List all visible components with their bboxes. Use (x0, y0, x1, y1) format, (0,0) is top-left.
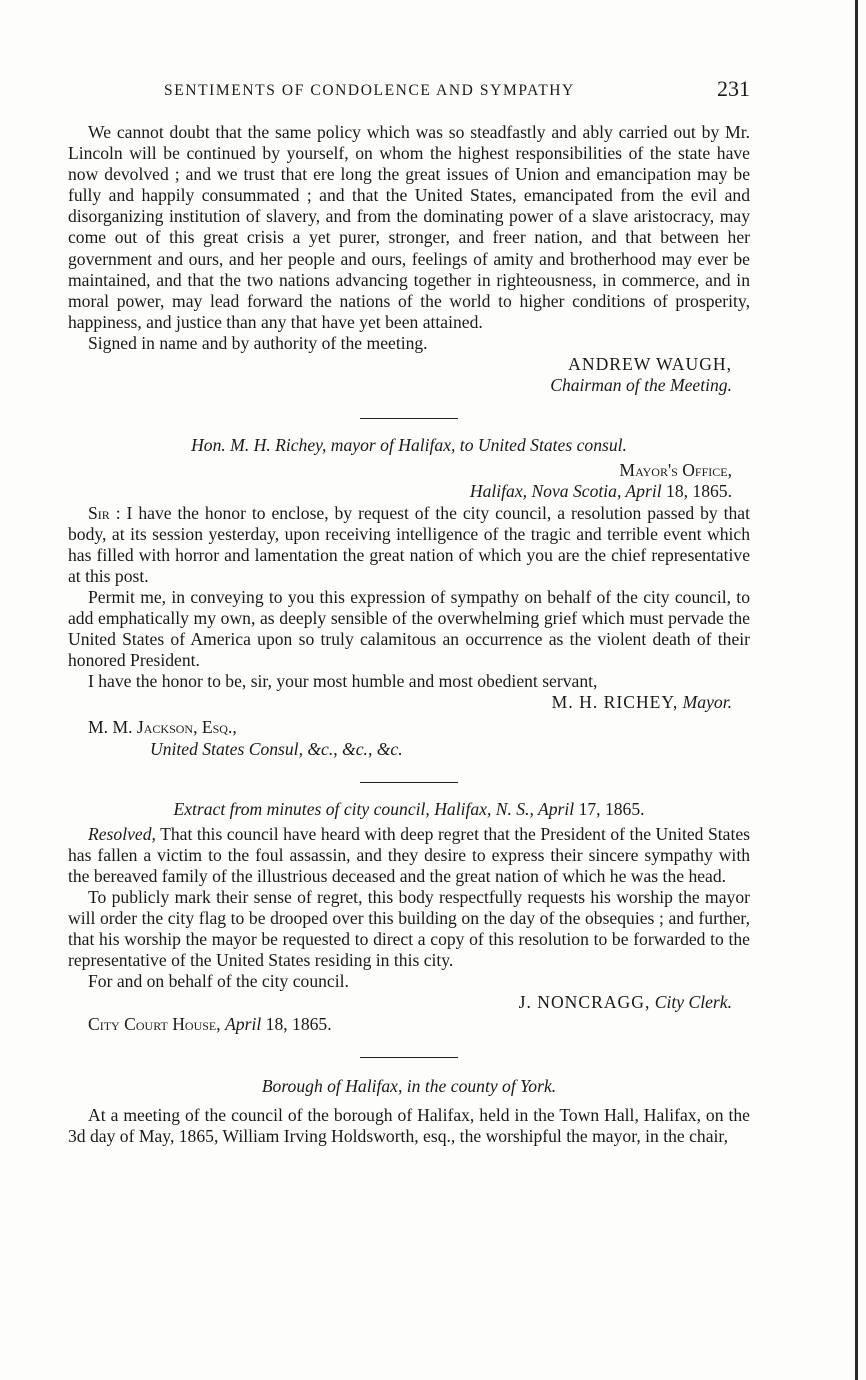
resolved-word: Resolved, (88, 823, 156, 844)
signer-title: Mayor. (682, 692, 732, 713)
section-heading: Hon. M. H. Richey, mayor of Halifax, to United States consul. (191, 435, 627, 456)
page-edge-shadow (855, 0, 858, 1380)
court-place: City Court House, (88, 1013, 221, 1034)
clerk-signature (68, 992, 732, 1013)
paragraph-text: I have the honor to enclose, by request of the city council, a resolution passed by that body, at its session yesterday, upon receiving intelligence of the tragic and terrible event which has filled with horror and lamentation the great nation of which you are the chief representative at this post. (68, 502, 751, 586)
court-line (88, 1014, 750, 1035)
salutation: Sir : (88, 502, 121, 523)
signer-name: ANDREW WAUGH, (568, 354, 732, 375)
heading-text: Extract from minutes of city council, Halifax, N. S., April (173, 798, 575, 819)
meeting-paragraph: At a meeting of the council of the borough of Halifax, held in the Town Hall, Halifax, on the 3d day of May, 1865, William Irving Holdsworth, esq., the worshipful the mayor, in the chair, (68, 1104, 750, 1146)
office-line: Mayor's Office, (619, 460, 732, 481)
section-heading: Borough of Halifax, in the county of York. (261, 1075, 557, 1096)
page-header (68, 76, 750, 106)
resolution-paragraph (68, 824, 750, 887)
closing-line: I have the honor to be, sir, your most humble and most obedient servant, (88, 671, 598, 692)
behalf-line: For and on behalf of the city council. (88, 971, 349, 992)
addressee-title: United States Consul, &c., &c., &c. (150, 738, 403, 759)
section-divider (360, 782, 458, 783)
paragraph-text: That this council have heard with deep regret that the President of the United States has fallen a victim to the foul assassin, and they desire to express their sincere sympathy with the bereaved family of the illustrious deceased and the great nation of which he was the head. (68, 823, 750, 886)
signature-line (68, 692, 732, 713)
court-month: April (225, 1013, 262, 1034)
section-divider (360, 1057, 458, 1058)
page-number: 231 (717, 76, 750, 101)
section-divider (360, 418, 458, 419)
resolution-paragraph: To publicly mark their sense of regret, this body respectfully requests his worship the mayor will order the city flag to be drooped over this building on the day of the obsequies ; and further, that his worship the mayor be requested to direct a copy of this resolution to be forwarded to the representative of the United States residing in this city. (68, 887, 750, 971)
heading-date: 17, 1865. (578, 798, 645, 819)
letter-paragraph (68, 503, 750, 587)
section-heading (68, 799, 750, 820)
signed-line: Signed in name and by authority of the meeting. (88, 332, 428, 353)
court-date: 18, 1865. (265, 1013, 332, 1034)
addressee-name: M. M. Jackson, Esq., (88, 717, 237, 738)
page-content (68, 122, 750, 1147)
place-date-line (68, 481, 732, 502)
letter-paragraph: We cannot doubt that the same policy which was so steadfastly and ably carried out by Mr. Lincoln will be continued by yourself, on whom the highest responsibilities of the state have now devolved ; and we trust that ere long the great issues of Union and emancipation may be fully and happily consummated ; and that the United States, emancipated from the evil and disorganizing institution of slavery, and from the dominating power of a slave aristocracy, may come out of this great crisis a yet purer, stronger, and freer nation, and that between her government and ours, and her people and ours, feelings of amity and brotherhood may ever be maintained, and that the two nations advancing together in righteousness, in commerce, and in moral power, may lead forward the nations of the world to higher conditions of prosperity, happiness, and justice than any that have yet been attained. (68, 122, 750, 332)
letter-paragraph: Permit me, in conveying to you this expression of sympathy on behalf of the city council, to add emphatically my own, as deeply sensible of the overwhelming grief which must pervade the United States of America upon so truly calamitous an occurrence as the violent death of their honored President. (68, 586, 750, 671)
letter-date: 18, 1865. (666, 481, 732, 502)
signer-title: Chairman of the Meeting. (550, 375, 732, 396)
clerk-title: City Clerk. (654, 992, 732, 1013)
running-title: SENTIMENTS OF CONDOLENCE AND SYMPATHY (164, 82, 575, 99)
place-date: Halifax, Nova Scotia, April (469, 481, 662, 502)
signer-name: M. H. RICHEY, (551, 692, 679, 713)
clerk-name: J. NONCRAGG, (518, 992, 651, 1013)
